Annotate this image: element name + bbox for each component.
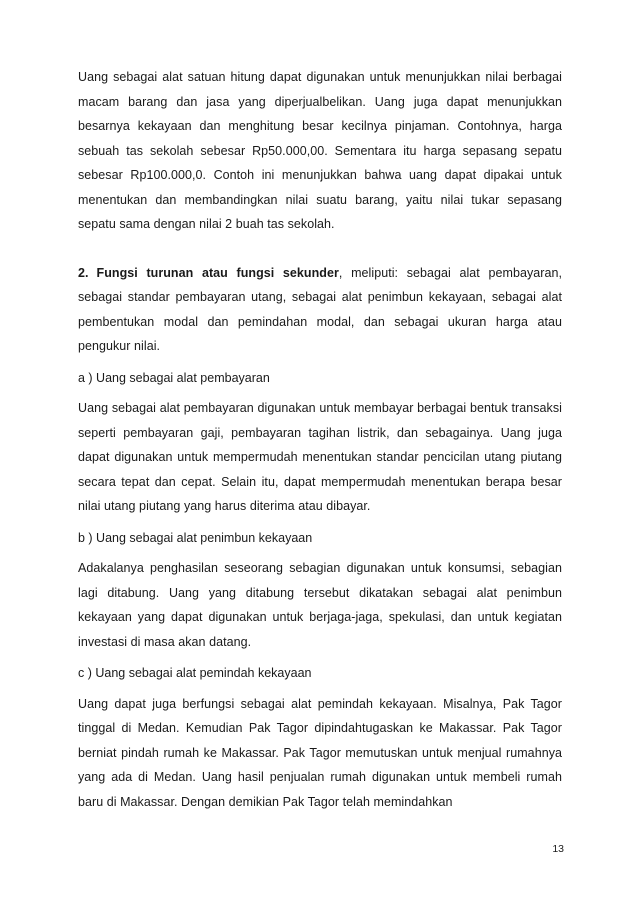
section-2-title: Fungsi turunan atau fungsi sekunder: [96, 265, 339, 280]
section-2-paragraph: [78, 261, 562, 359]
subsection-b-body: Adakalanya penghasilan seseorang sebagian digunakan untuk konsumsi, sebagian lagi ditabung. Uang yang ditabung tersebut dikatakan sebagai alat penimbun kekayaan yang dapat digunakan untuk berjaga-jaga, spekulasi, dan untuk kegiatan investasi di masa akan datang.: [78, 561, 562, 649]
page-number: 13: [552, 843, 564, 855]
subsection-a-heading: a ) Uang sebagai alat pembayaran: [78, 370, 270, 385]
section-2-number: 2.: [78, 265, 89, 280]
paragraph-unit-of-account: Uang sebagai alat satuan hitung dapat digunakan untuk menunjukkan nilai berbagai macam barang dan jasa yang diperjualbelikan. Uang juga dapat menunjukkan besarnya kekayaan dan menghitung besar kecilnya pinjaman. Contohnya, harga sebuah tas sekolah sebesar Rp50.000,00. Sementara itu harga sepasang sepatu sebesar Rp100.000,0. Contoh ini menunjukkan bahwa uang dapat dipakai untuk menentukan dan membandingkan nilai suatu barang, yaitu nilai tukar sepasang sepatu sama dengan nilai 2 buah tas sekolah.: [78, 70, 562, 231]
subsection-a-body: Uang sebagai alat pembayaran digunakan untuk membayar berbagai bentuk transaksi seperti pembayaran gaji, pembayaran tagihan listrik, dan sebagainya. Uang juga dapat digunakan untuk mempermudah menentukan standar pencicilan utang piutang secara tepat dan cepat. Selain itu, dapat mempermudah menentukan berapa besar nilai utang piutang yang harus diterima atau dibayar.: [78, 401, 562, 513]
subsection-c-heading: c ) Uang sebagai alat pemindah kekayaan: [78, 666, 312, 680]
section-2-intro: , meliputi: sebagai alat pembayaran, sebagai standar pembayaran utang, sebagai alat penimbun kekayaan, sebagai alat pembentukan modal dan pemindahan modal, dan sebagai ukuran harga atau pengukur nilai.: [78, 265, 562, 353]
subsection-c-body: Uang dapat juga berfungsi sebagai alat pemindah kekayaan. Misalnya, Pak Tagor tinggal di Medan. Kemudian Pak Tagor dipindahtugaskan ke Makassar. Pak Tagor berniat pindah rumah ke Makassar. Pak Tagor memutuskan untuk menjual rumahnya yang ada di Medan. Uang hasil penjualan rumah digunakan untuk membeli rumah baru di Makassar. Dengan demikian Pak Tagor telah memindahkan: [78, 696, 562, 809]
subsection-b-heading: b ) Uang sebagai alat penimbun kekayaan: [78, 530, 313, 545]
page-body: [78, 65, 562, 814]
